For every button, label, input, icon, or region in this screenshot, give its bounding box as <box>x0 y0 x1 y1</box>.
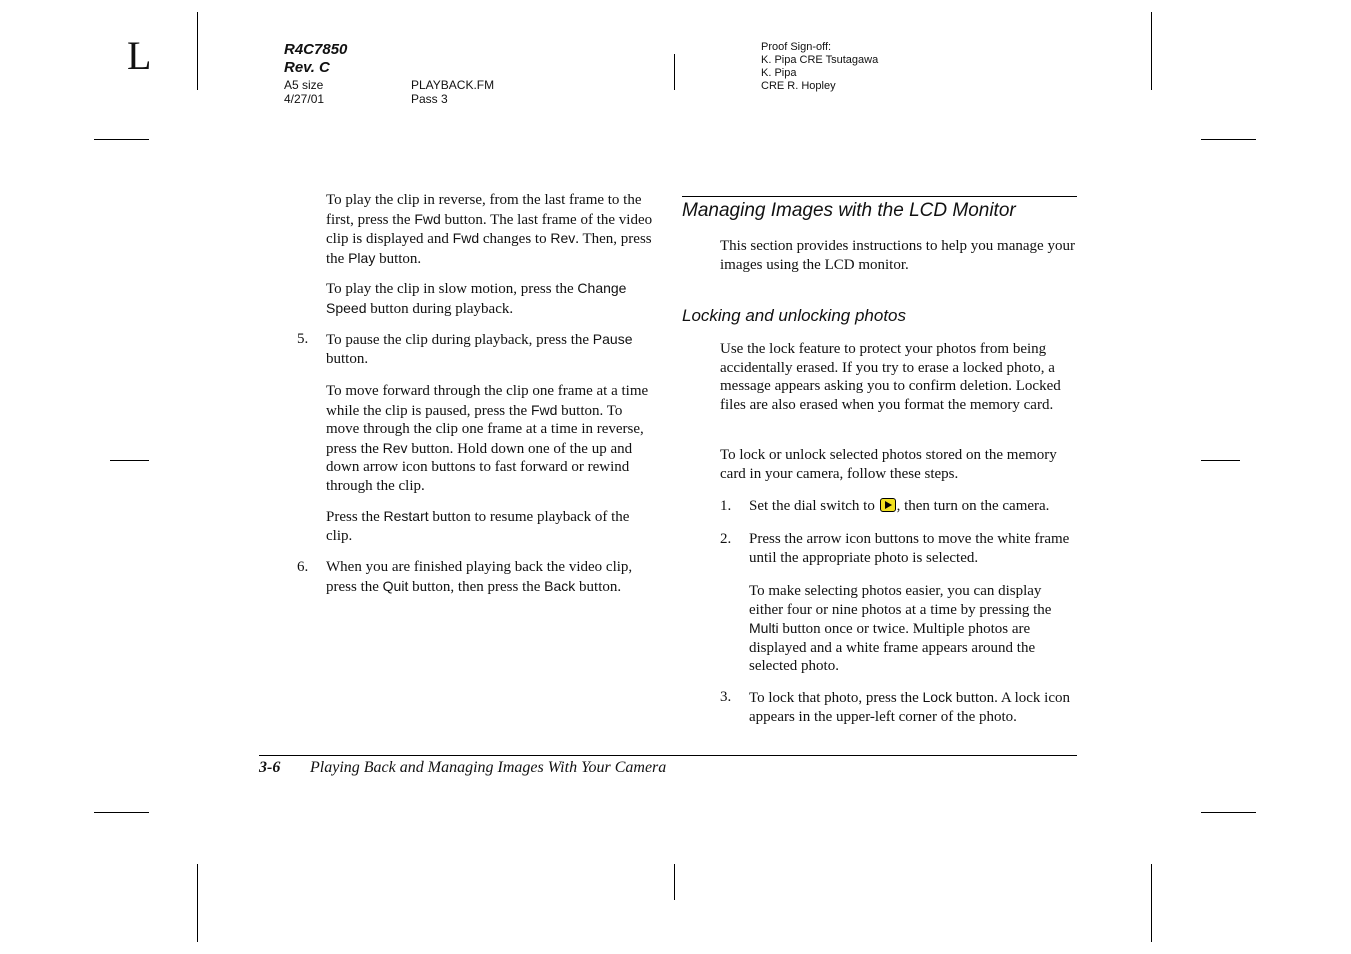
paragraph-slow-motion: To play the clip in slow motion, press the Change Speed button during playback. <box>326 280 627 317</box>
subsection-heading: Locking and unlocking photos <box>682 306 906 325</box>
section-rule <box>682 196 1077 197</box>
paragraph-reverse: To play the clip in reverse, from the last frame to the first, press the Fwd button. The last frame of the video clip is displayed and Fwd changes to Rev. Then, press the Play button. <box>326 192 653 267</box>
rev-button-label: Rev <box>550 230 576 246</box>
crop-mark <box>94 812 149 813</box>
header-size: A5 size <box>284 78 324 92</box>
crop-mark <box>674 864 675 900</box>
back-button-label: Back <box>544 577 576 594</box>
playback-mode-icon <box>880 498 896 512</box>
crop-mark <box>1151 12 1152 90</box>
header-pass: Pass 3 <box>411 92 448 106</box>
proof-line: Proof Sign-off: <box>761 41 832 53</box>
rev-button-label: Rev <box>382 439 408 456</box>
crop-mark <box>197 864 198 942</box>
crop-mark <box>1201 139 1256 140</box>
play-button-label: Play <box>348 249 376 266</box>
section-heading: Managing Images with the LCD Monitor <box>682 200 1016 221</box>
step-number: 2. <box>720 531 732 547</box>
crop-mark <box>1201 812 1256 813</box>
step-3-text: To lock that photo, press the Lock button. A lock icon appears in the upper-left corner of the photo. <box>749 689 1071 725</box>
restart-button-label: Restart <box>383 508 429 524</box>
crop-mark <box>110 460 149 461</box>
paragraph-multi: To make selecting photos easier, you can display either four or nine photos at a time by pressing the Multi button once or twice. Multiple photos are displayed and a white frame appears around the selected photo. <box>749 583 1052 674</box>
paragraph-lock-feature: Use the lock feature to protect your photos from being accidentally erased. If you try to erase a locked photo, a message appears asking you to confirm deletion. Locked files are also erased when you format the memory card. <box>720 341 1061 413</box>
step-6-text: When you are finished playing back the video clip, press the Quit button, then press the Back button. <box>326 559 633 595</box>
crop-mark <box>197 12 198 90</box>
step-1-text: Set the dial switch to , then turn on the camera. <box>749 498 1050 514</box>
proof-signoff <box>761 41 878 93</box>
footer-rule <box>259 755 1077 756</box>
proof-line: K. Pipa <box>761 67 797 79</box>
lock-button-label: Lock <box>922 689 953 705</box>
corner-letter: L <box>127 33 152 78</box>
crop-mark <box>674 54 675 90</box>
crop-mark <box>1201 460 1240 461</box>
header-rev: Rev. C <box>284 59 330 76</box>
paragraph-frame-step: To move forward through the clip one frame at a time while the clip is paused, press the Fwd button. To move through the clip one frame at a time in reverse, press the Rev button. Hold down one of the up and down arrow icon buttons to fast forward or rewind through the clip. <box>326 383 649 494</box>
page-number: 3-6 <box>259 759 281 776</box>
step-number: 1. <box>720 498 732 514</box>
crop-mark <box>94 139 149 140</box>
fwd-button-label: Fwd <box>414 210 441 227</box>
proof-line: CRE R. Hopley <box>761 80 836 92</box>
paragraph-restart: Press the Restart button to resume playback of the clip. <box>326 508 630 544</box>
fwd-button-label: Fwd <box>452 230 480 246</box>
header-file: PLAYBACK.FM <box>411 78 495 92</box>
paragraph-lock-steps-intro: To lock or unlock selected photos stored on the memory card in your camera, follow these steps. <box>720 447 1057 482</box>
step-5-text: To pause the clip during playback, press the Pause button. <box>326 331 633 367</box>
crop-mark <box>1151 864 1152 942</box>
multi-button-label: Multi <box>749 620 779 636</box>
change-speed-button-label: Change Speed <box>326 280 627 316</box>
step-number: 3. <box>720 689 732 705</box>
step-number: 5. <box>297 331 309 347</box>
fwd-button-label: Fwd <box>530 401 558 418</box>
running-footer-title: Playing Back and Managing Images With Your Camera <box>310 759 667 776</box>
pause-button-label: Pause <box>592 331 633 347</box>
step-number: 6. <box>297 559 309 575</box>
quit-button-label: Quit <box>382 577 409 594</box>
header-date: 4/27/01 <box>284 92 325 106</box>
proof-line: K. Pipa CRE Tsutagawa <box>761 54 879 66</box>
section-intro: This section provides instructions to help you manage your images using the LCD monitor. <box>720 238 1075 273</box>
header-model: R4C7850 <box>284 41 348 58</box>
step-2-text: Press the arrow icon buttons to move the white frame until the appropriate photo is selected. <box>749 531 1070 566</box>
